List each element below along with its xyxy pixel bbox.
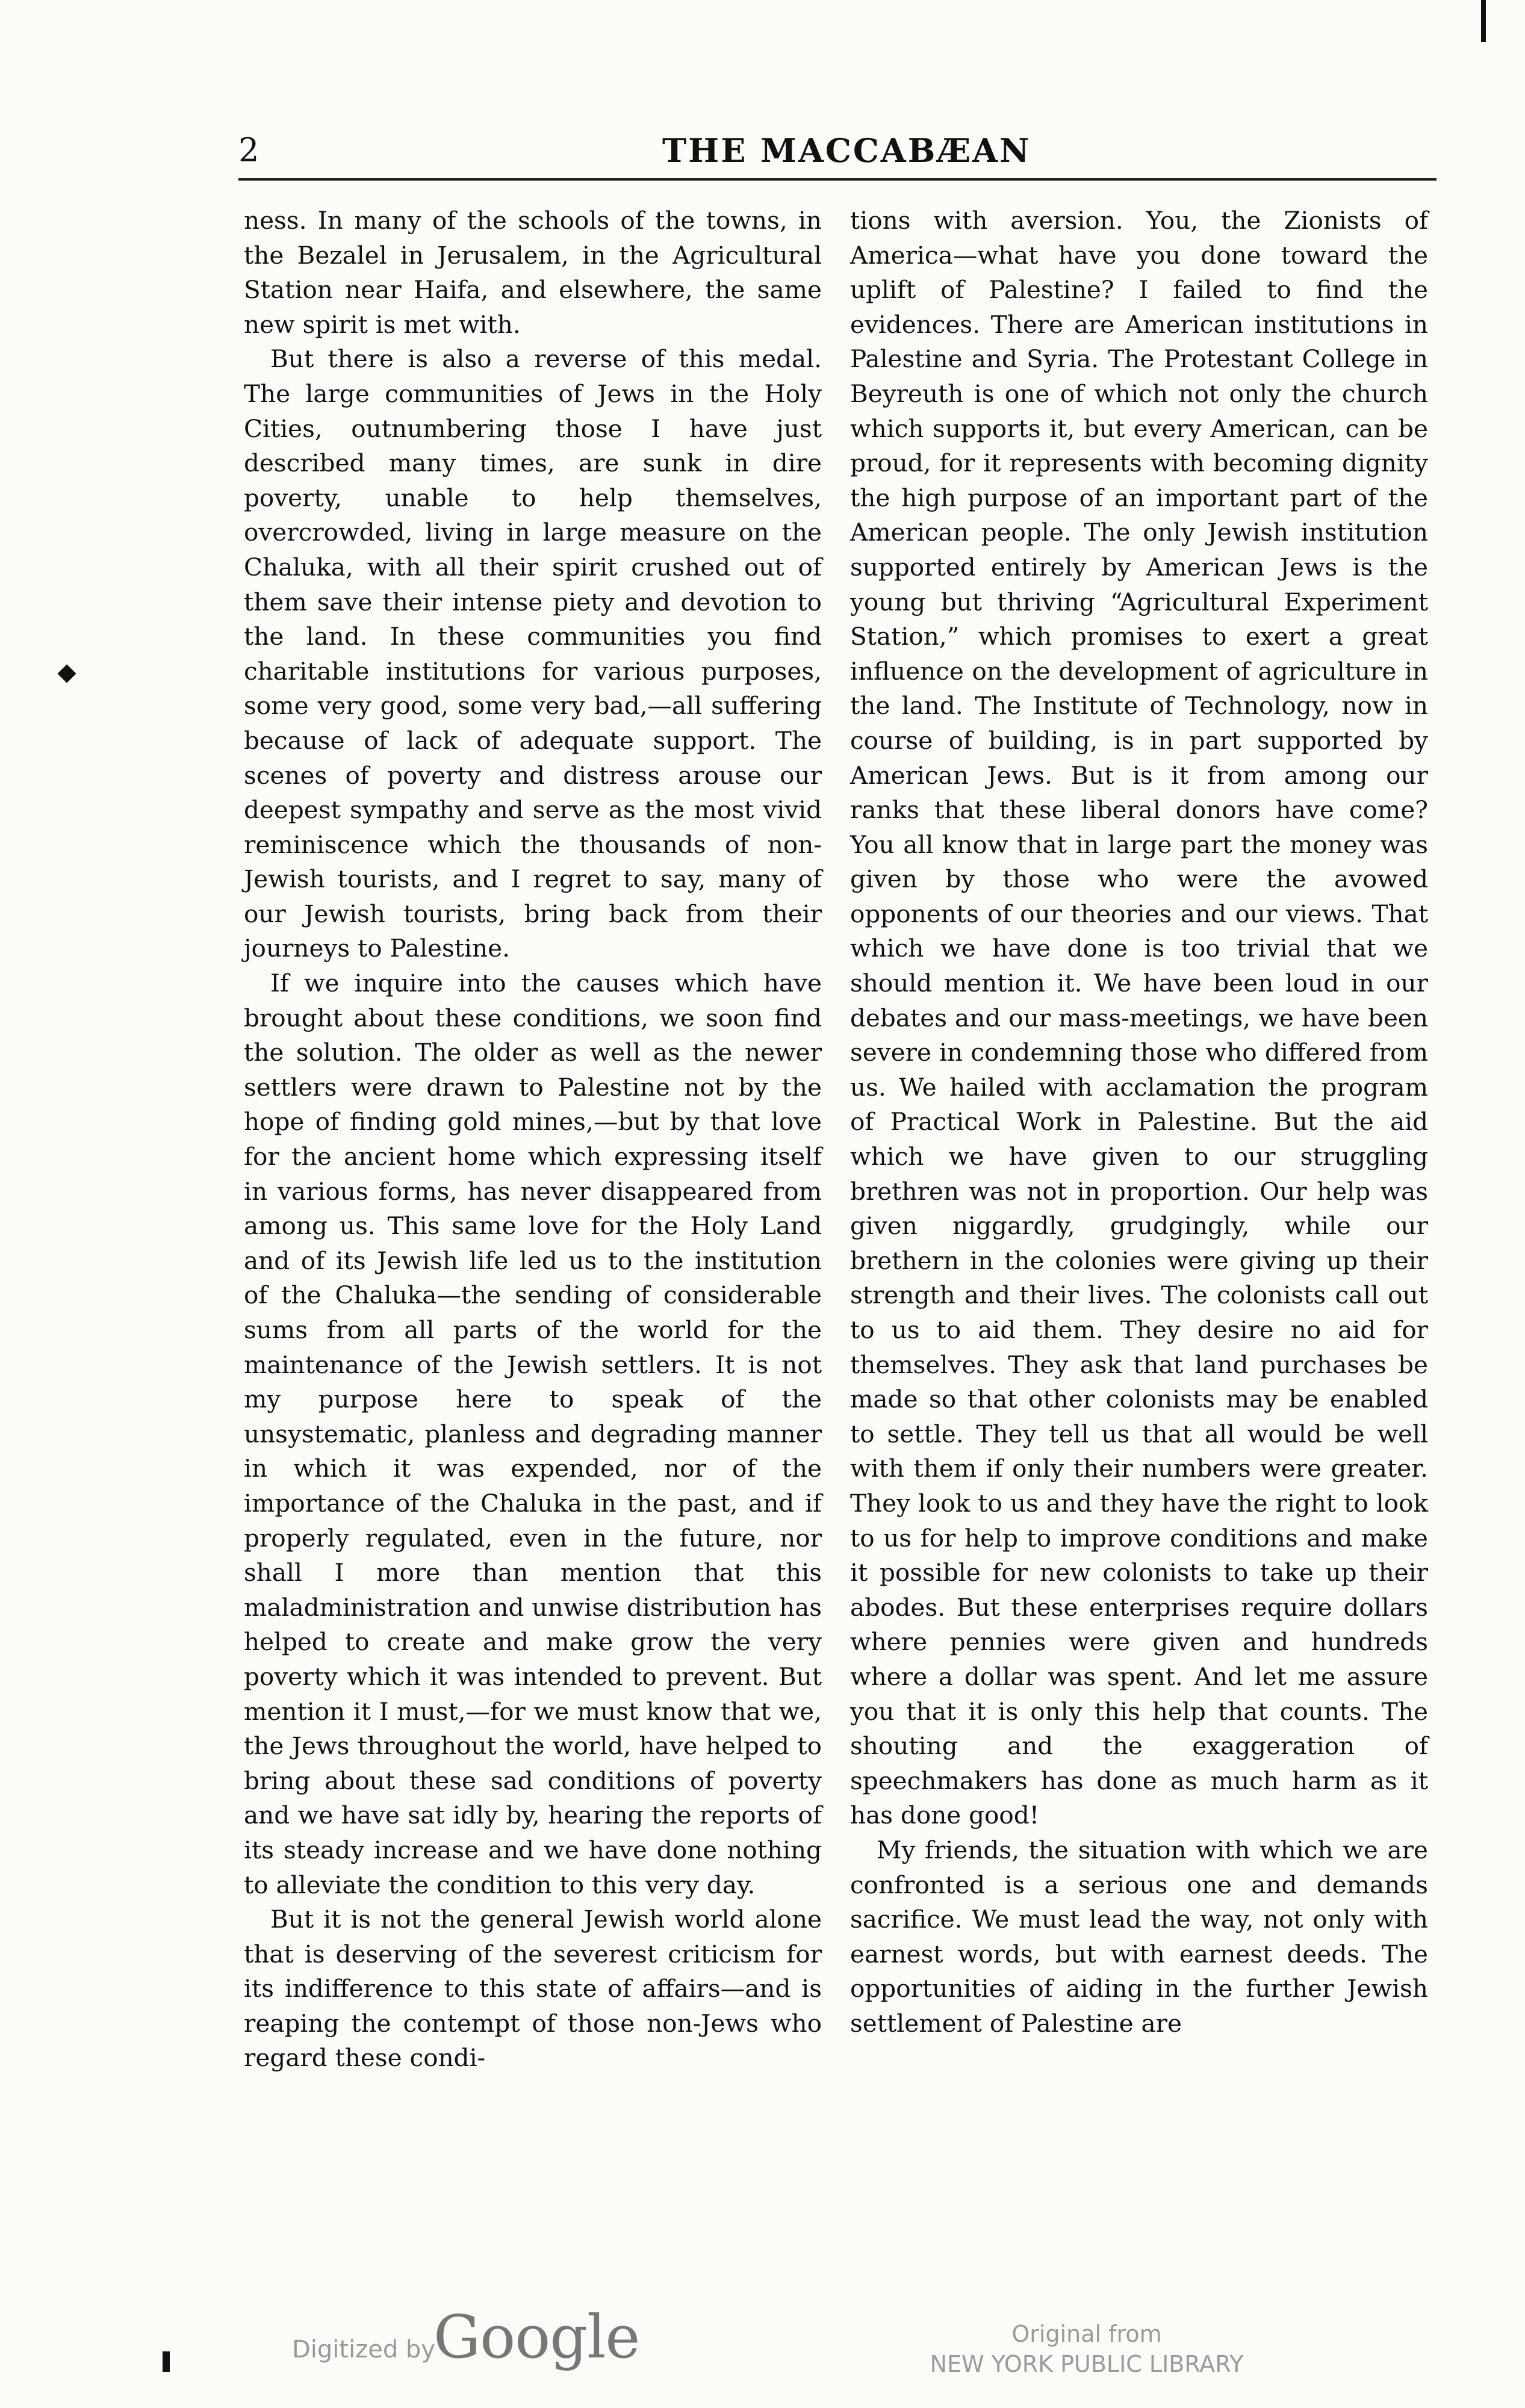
original-from-label: Original from xyxy=(1011,2321,1162,2347)
left-column xyxy=(244,203,822,2076)
paragraph: ness. In many of the schools of the towns, in the Bezalel in Jerusalem, in the Agricultural Station near Haifa, and elsewhere, the same new spirit is met with. xyxy=(244,206,822,339)
header-rule xyxy=(238,178,1436,181)
paragraph: But there is also a reverse of this medal. The large communities of Jews in the Holy Cities, outnumbering those I have just described many times, are sunk in dire poverty, unable to help themselves, overcrowded, living in large measure on the Chaluka, with all their spirit crushed out of them save their intense piety and devotion to the land. In these communities you find charitable institutions for various purposes, some very good, some very bad,—all suffering because of lack of adequate support. The scenes of poverty and distress arouse our deepest sympathy and serve as the most vivid reminiscence which the thousands of non-Jewish tourists, and I regret to say, many of our Jewish tourists, bring back from their journeys to Palestine. xyxy=(244,344,822,963)
paragraph: My friends, the situation with which we are confronted is a serious one and demands sacrifice. We must lead the way, not only with earnest words, but with earnest deeds. The opportunities of aiding in the further Jewish settlement of Palestine are xyxy=(850,1835,1428,2038)
margin-mark xyxy=(57,664,76,683)
provenance-note xyxy=(891,2319,1282,2379)
paragraph: tions with aversion. You, the Zionists of America—what have you done toward the uplift of Palestine? I failed to find the evidences. There are American institutions in Palestine and Syria. The Protestant College in Beyreuth is one of which not only the church which supports it, but every American, can be proud, for it represents with becoming dignity the high purpose of an important part of the American people. The only Jewish institution supported entirely by American Jews is the young but thriving “Agricultural Experiment Station,” which promises to exert a great influence on the development of agriculture in the land. The Institute of Technology, now in course of building, is in part supported by American Jews. But is it from among our ranks that these liberal donors have come? You all know that in large part the money was given by those who were the avowed opponents of our theories and our views. That which we have done is too trivial that we should mention it. We have been loud in our debates and our mass-meetings, we have been severe in condemning those who differed from us. We hailed with acclamation the program of Practical Work in Palestine. But the aid which we have given to our struggling brethren was not in proportion. Our help was given niggardly, grudgingly, while our brethern in the colonies were giving up their strength and their lives. The colonists call out to us to aid them. They desire no aid for themselves. They ask that land purchases be made so that other colonists may be enabled to settle. They tell us that all would be well with them if only their numbers were greater. They look to us and they have the right to look to us for help to improve conditions and make it possible for new colonists to take up their abodes. But these enterprises require dollars where pennies were given and hundreds where a dollar was spent. And let me assure you that it is only this help that counts. The shouting and the exaggeration of speechmakers has done as much harm as it has done good! xyxy=(850,206,1428,1830)
margin-mark xyxy=(163,2351,170,2372)
right-column xyxy=(850,203,1428,2041)
paragraph: But it is not the general Jewish world alone that is deserving of the severest criticism for its indifference to this state of affairs—and is reaping the contempt of those non-Jews who regard these condi- xyxy=(244,1905,822,2073)
digitized-by-label: Digitized by xyxy=(292,2336,435,2363)
margin-mark xyxy=(1481,0,1486,42)
google-logo: Google xyxy=(433,2303,640,2372)
library-name: NEW YORK PUBLIC LIBRARY xyxy=(930,2351,1244,2377)
paragraph: If we inquire into the causes which have brought about these conditions, we soon find the solution. The older as well as the newer settlers were drawn to Palestine not by the hope of finding gold mines,—but by that love for the ancient home which expressing itself in various forms, has never disappeared from among us. This same love for the Holy Land and of its Jewish life led us to the institution of the Chaluka—the sending of considerable sums from all parts of the world for the maintenance of the Jewish settlers. It is not my purpose here to speak of the unsystematic, planless and degrading manner in which it was expended, nor of the importance of the Chaluka in the past, and if properly regulated, even in the future, nor shall I more than mention that this maladministration and unwise distribution has helped to create and make grow the very poverty which it was intended to prevent. But mention it I must,—for we must know that we, the Jews throughout the world, have helped to bring about these sad conditions of poverty and we have sat idly by, hearing the reports of its steady increase and we have done nothing to alleviate the condition to this very day. xyxy=(244,969,822,1899)
running-title: THE MACCABÆAN xyxy=(662,131,1031,170)
page-number: 2 xyxy=(238,131,259,169)
